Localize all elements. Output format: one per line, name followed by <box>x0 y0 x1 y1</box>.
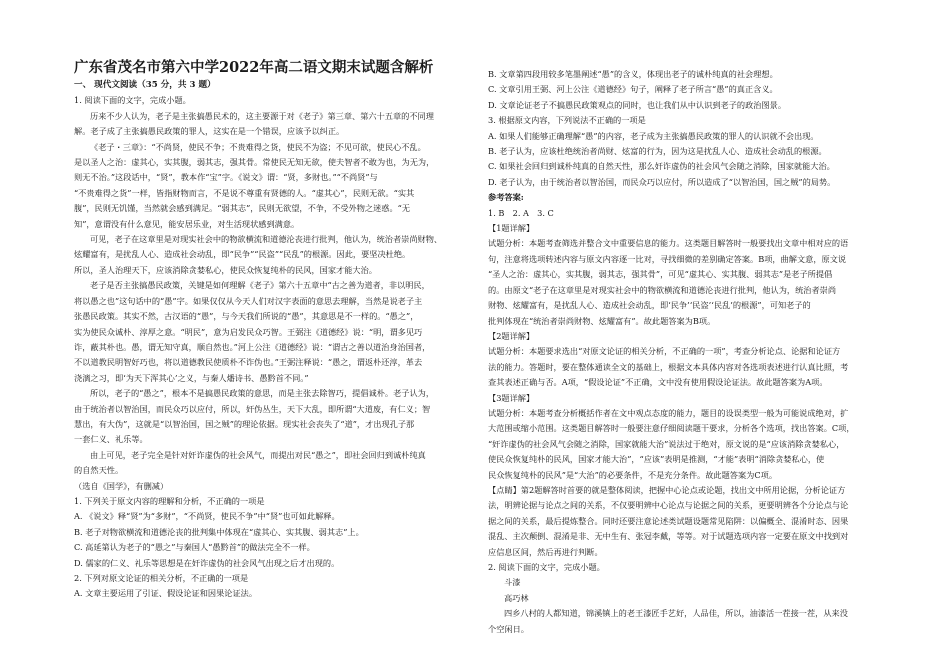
text-line: 混乱、主次颠倒、混淆是非、无中生有、张冠李戴，等等。对于试题选项内容一定要在原文中找到对 <box>488 531 849 542</box>
text-line: D. 老子认为，由于统治者以智治国，而民众巧以应付，所以造成了“以智治国，国之贼”的局势。 <box>488 176 836 187</box>
text-line: 财物、炫耀富有，是扰乱人心、造成社会动乱，即‘民争’‘民盗’‘民乱’的根源”，可知老子的 <box>488 300 811 311</box>
text-line: 诈，蔽其朴也。愚，谓无知守真，顺自然也。”河上公注《道德经》说：“谓古之善以道治身治国者， <box>74 341 431 352</box>
text-line: 【点睛】第2题解答时首要的就是整体阅读，把握中心论点或论题，找出文中所用论据，分析论证方 <box>488 484 846 495</box>
text-line: D. 文章论证老子不搞愚民政策观点的同时，也让我们从中认识到老子的政治图景。 <box>488 99 787 110</box>
left-column-text <box>74 78 476 602</box>
text-line: 【3题详解】 <box>488 392 535 403</box>
text-line: B. 老子对物欲横流和道德沦丧的批判集中体现在“虚其心、实其腹、弱其志”上。 <box>74 526 364 537</box>
text-line: 是以圣人之治：虚其心，实其腹，弱其志，强其骨。常使民无知无欲，使夫智者不敢为也，为无为， <box>74 157 435 168</box>
text-line: 3. 根据原文内容，下列说法不正确的一项是 <box>488 115 646 126</box>
right-column-text <box>488 67 888 637</box>
right-column <box>488 67 888 637</box>
text-line: 高巧林 <box>504 592 529 603</box>
text-line: 民众恢复纯朴的民风”是“大治”的必要条件，不是充分条件。故此题答案为C项。 <box>488 469 778 480</box>
text-line: 查其表述正确与否。A项，“假设论证”不正确，文中没有使用假设论证法。故此题答案为A项。 <box>488 377 828 388</box>
left-column <box>74 58 476 602</box>
text-line: 【1题详解】 <box>488 223 535 234</box>
text-line: 一套仁义、礼乐等。 <box>74 434 148 445</box>
text-line: 一、 现代文阅读（35 分，共 3 题） <box>74 80 216 90</box>
text-line: 炫耀富有，是扰乱人心、造成社会动乱，即“民争”“民盗”“民乱”的根源。因此，要坚决杜绝。 <box>74 249 411 260</box>
text-line: C. 如果社会回归到诚朴纯真的自然天性，那么奸诈虚伪的社会风气会随之消除，国家就能大治。 <box>488 161 835 172</box>
text-line: 试题分析：本题考查筛选并整合文中重要信息的能力。这类题目解答时一般要找出文章中相对应的语 <box>488 238 849 249</box>
text-line: A. 《说文》释“贤”为“多财”，“不尚贤，使民不争”中“贤”也可如此解释。 <box>74 511 340 522</box>
text-line: 个空闲日。 <box>488 623 529 634</box>
text-line: 【2题详解】 <box>488 330 535 341</box>
text-line: 实为使民众诚朴、淳厚之意。“明民”，意为启发民众巧智。王弼注《道德经》说：“明，谓多见巧 <box>74 326 423 337</box>
text-line: 解。老子成了主张搞愚民政策的罪人，这实在是一个错误，应该予以纠正。 <box>74 126 345 137</box>
text-line: 知”，意谓没有什么意见，能安居乐业，对生活现状感到满意。 <box>74 218 300 229</box>
text-line: 浇漓之习，即‘为天下浑其心’之义，与秦人燔诗书、愚黔首不同。” <box>74 372 309 383</box>
text-line: 由上可见，老子完全是针对奸诈虚伪的社会风气，而提出对民“愚之”，即社会回归到诚朴纯真 <box>90 449 426 460</box>
text-line: 1. 阅读下面的文字，完成小题。 <box>74 95 191 106</box>
text-line: 腹”，民则无饥馑，当然就会感到满足。“弱其志”，民则无欲望，不争，不受外物之迷惑。“无 <box>74 203 411 214</box>
text-line: A. 文章主要运用了引证、假设论证和因果论证法。 <box>74 588 258 599</box>
text-line: 斗漆 <box>504 577 521 588</box>
text-line: 慧出，有大伪”，这就是“以智治国，国之贼”的理论依据。现实社会丧失了“道”，才出现孔子那 <box>74 418 415 429</box>
text-line: 参考答案: <box>488 192 524 203</box>
text-line: 1. 下列关于原文内容的理解和分析，不正确的一项是 <box>74 495 265 506</box>
text-line: 老子是否主张搞愚民政策，关键是如何理解《老子》第六十五章中“古之善为道者，非以明民， <box>90 280 430 291</box>
text-line: 历来不少人认为，老子是主张搞愚民术的，这主要源于对《老子》第三章、第六十五章的不同理 <box>90 110 434 121</box>
text-line: “圣人之治：虚其心，实其腹，弱其志，强其骨”，可见“虚其心、实其腹、弱其志”是老子所提倡 <box>488 269 833 280</box>
text-line: 所以，老子的“愚之”，根本不是搞愚民政策的意思，而是主张去除智巧，提倡诚朴。老子认为， <box>90 388 435 399</box>
text-line: 试题分析：本题考查分析概括作者在文中观点态度的能力，题目的设误类型一般为可能说成绝对，扩 <box>488 407 849 418</box>
text-line: 批判体现在“统治者崇尚财物、炫耀富有”。故此题答案为B项。 <box>488 315 716 326</box>
text-line: 不以道教民明智好巧也，将以道德教民使质朴不诈伪也。”王弼注释说：“愚之，谓返朴还淳，革去 <box>74 357 423 368</box>
text-line: 法的能力。答题时，要在整体通读全文的基础上，根据文本具体内容对各选项表述进行认真比照，考 <box>488 361 849 372</box>
text-line: 张愚民政策。其实不然，古汉语的“愚”，与今天我们所说的“愚”，其意思是不一样的。“愚之”， <box>74 311 419 322</box>
text-line: 试题分析：本题要求选出“对原文论证的相关分析，不正确的一项”，考查分析论点、论据和论证方 <box>488 346 841 357</box>
text-line: 《老子・三章》：“不尚贤，使民不争；不贵难得之货，使民不为盗；不见可欲，使民心不乱。 <box>90 141 426 152</box>
text-line: “不贵难得之货”一样，皆指财物而言，不是说不尊重有贤德的人。“虚其心”，民则无欲。“实其 <box>74 187 415 198</box>
document-title: 广东省茂名市第六中学2022年高二语文期末试题含解析 <box>74 59 434 76</box>
text-line: 由于统治者以智治国，而民众巧以应付，所以，奸伪丛生，天下大乱，即所谓“大道废，有仁义；智 <box>74 403 431 414</box>
text-line: 据之间的关系，最后提炼整合。同时还要注意论述类试题设题常见陷阱：以偏概全、混淆时态、因果 <box>488 515 849 526</box>
text-line: C. 高延第认为老子的“愚之”与秦国人“愚黔首”的做法完全不一样。 <box>74 542 315 553</box>
text-line: 应信息区间，然后再进行判断。 <box>488 546 603 557</box>
text-line: 的自然天性。 <box>74 465 124 476</box>
text-line: 则无不治。”这段话中，“贤”，教本作“宝”字。《说文》谓：“贤，多财也。”“不尚贤”与 <box>74 172 378 183</box>
text-line: C. 文章引用王弼、河上公注《道德经》句子，阐释了老子所言“愚”的真正含义。 <box>488 84 778 95</box>
text-line: 将以愚之也”这句话中的“愚”字。如果仅仅从今天人们对汉字表面的意思去理解，当然是说老子主 <box>74 295 423 306</box>
text-line: B. 文章第四段用较多笔墨阐述“愚”的含义，体现出老子的诚朴纯真的社会理想。 <box>488 69 778 79</box>
text-line: B. 老子认为，应该杜绝统治者尚财、炫富的行为，因为这是扰乱人心、造成社会动乱的根源。 <box>488 146 827 157</box>
text-line: 大范围或缩小范围。这类题目解答时一般要注意仔细阅读题干要求，分析各个选项，找出答案。C项， <box>488 423 855 434</box>
text-line: 使民众恢复纯朴的民风，国家才能大治”，“应该”表明是推测，“才能”表明“消除贪婪私心，使 <box>488 454 825 465</box>
text-line: 四乡八村的人都知道，锦溪镇上的老王漆匠手艺好，人品佳，所以，油漆活一茬接一茬，从来没 <box>504 608 848 619</box>
text-line: 可见，老子在这章里是对现实社会中的物欲横流和道德沦丧进行批判，他认为，统治者崇尚财物、 <box>90 234 443 245</box>
text-line: 1. B 2. A 3. C <box>488 207 554 218</box>
text-line: 2. 阅读下面的文字，完成小题。 <box>488 562 605 572</box>
text-line: D. 儒家的仁义、礼乐等思想是在奸诈虚伪的社会风气出现之后才出现的。 <box>74 557 340 568</box>
text-line: 2. 下列对原文论证的相关分析，不正确的一项是 <box>74 573 249 583</box>
text-line: （选自《国学》，有删减） <box>74 480 169 491</box>
text-line: 的。由原文“老子在这章里是对现实社会中的物欲横流和道德沦丧进行批判，他认为，统治者崇尚 <box>488 284 837 295</box>
text-line: 句，注意将选项转述内容与原文内容逐一比对，寻找细微的差别确定答案。B项，曲解文意，原文说 <box>488 253 847 264</box>
text-line: 所以，圣人治理天下，应该消除贪婪私心，使民众恢复纯朴的民风，国家才能大治。 <box>74 264 377 275</box>
text-line: “奸诈虚伪的社会风气会随之消除，国家就能大治”说法过于绝对，原文说的是“应该消除贪婪私心， <box>488 438 845 449</box>
text-line: A. 如果人们能够正确理解“愚”的内容，老子成为主张搞愚民政策的罪人的认识就不会出现。 <box>488 130 819 141</box>
text-line: 法，明辨论据与论点之间的关系，不仅要明辨中心论点与论据之间的关系，更要明辨各个分论点与论 <box>488 500 849 511</box>
